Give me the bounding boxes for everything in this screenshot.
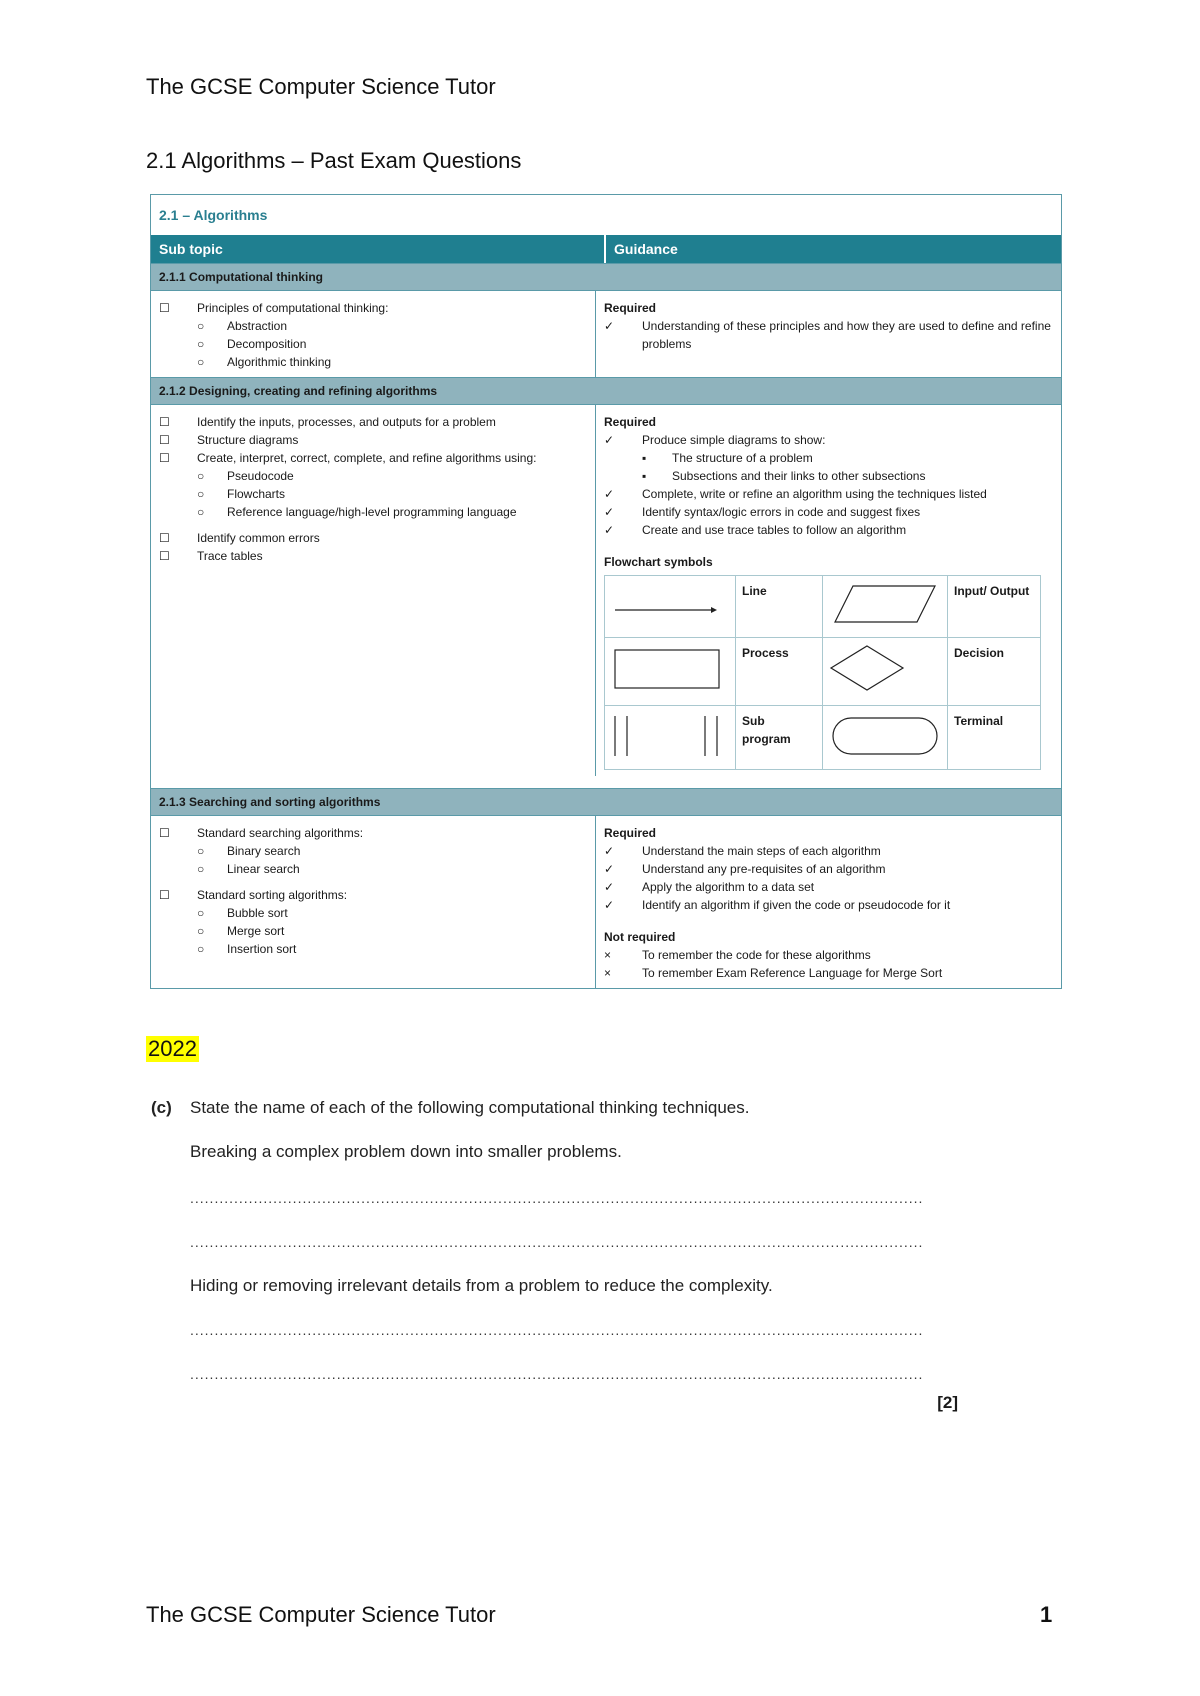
answer-line[interactable]: ...................................................................................................................................................... [190, 1322, 924, 1338]
section-title: 2.1.2 Designing, creating and refining algorithms [151, 377, 1061, 405]
checkbox-icon: ☐ [159, 826, 170, 840]
square-bullet-icon: ▪ [642, 451, 647, 465]
diamond-symbol [829, 644, 939, 694]
list-item: Pseudocode [227, 469, 294, 483]
checkbox-icon: ☐ [159, 888, 170, 902]
check-icon: ✓ [604, 433, 615, 447]
section-row [151, 405, 1061, 776]
list-item: Identify an algorithm if given the code or pseudocode for it [642, 898, 951, 912]
list-item: Identify the inputs, processes, and outputs for a problem [197, 415, 496, 429]
symbol-label: Terminal [948, 706, 1041, 770]
list-item: Principles of computational thinking: [197, 301, 389, 315]
spec-table [150, 194, 1062, 989]
list-item: Flowcharts [227, 487, 286, 501]
list-item: Binary search [227, 844, 301, 858]
list-item: Understanding of these principles and how they are used to define and refine problems [642, 319, 1051, 351]
section-title: 2.1.3 Searching and sorting algorithms [151, 788, 1061, 816]
list-item: Merge sort [227, 924, 285, 938]
required-label: Required [604, 415, 657, 429]
list-item: Reference language/high-level programming language [227, 505, 517, 519]
list-item: Understand any pre-requisites of an algorithm [642, 862, 886, 876]
subprogram-symbol [611, 712, 721, 758]
year-highlight: 2022 [148, 1036, 197, 1061]
bullet-icon: ○ [197, 337, 205, 351]
list-item: Abstraction [227, 319, 288, 333]
list-item: Trace tables [197, 549, 263, 563]
question-label: (c) [151, 1098, 172, 1117]
symbol-label: Decision [948, 638, 1041, 706]
question-prompt: Hiding or removing irrelevant details from a problem to reduce the complexity. [190, 1276, 773, 1295]
cross-icon: × [604, 948, 612, 962]
bullet-icon: ○ [197, 505, 205, 519]
list-item: Produce simple diagrams to show: [642, 433, 826, 447]
symbol-label: Line [736, 576, 823, 638]
list-item: Algorithmic thinking [227, 355, 332, 369]
list-item: Standard sorting algorithms: [197, 888, 348, 902]
spec-title: 2.1 – Algorithms [159, 207, 268, 223]
check-icon: ✓ [604, 487, 615, 501]
col-subtopic: Sub topic [151, 235, 606, 263]
col-guidance: Guidance [614, 241, 678, 257]
square-bullet-icon: ▪ [642, 469, 647, 483]
rectangle-symbol [611, 644, 721, 690]
list-item: The structure of a problem [672, 451, 813, 465]
answer-line[interactable]: ...................................................................................................................................................... [190, 1234, 924, 1250]
bullet-icon: ○ [197, 844, 205, 858]
list-item: Identify syntax/logic errors in code and suggest fixes [642, 505, 921, 519]
bullet-icon: ○ [197, 924, 205, 938]
list-item: To remember Exam Reference Language for Merge Sort [642, 966, 943, 980]
bullet-icon: ○ [197, 469, 205, 483]
list-item: Linear search [227, 862, 300, 876]
list-item: Create and use trace tables to follow an algorithm [642, 523, 907, 537]
page-number: 1 [1040, 1602, 1053, 1627]
flowchart-symbols-table [604, 575, 1041, 770]
not-required-label: Not required [604, 930, 676, 944]
checkbox-icon: ☐ [159, 415, 170, 429]
required-label: Required [604, 826, 657, 840]
symbol-label: Sub program [736, 706, 823, 770]
check-icon: ✓ [604, 319, 615, 333]
check-icon: ✓ [604, 844, 615, 858]
check-icon: ✓ [604, 898, 615, 912]
list-item: Apply the algorithm to a data set [642, 880, 815, 894]
check-icon: ✓ [604, 880, 615, 894]
question-text: State the name of each of the following computational thinking techniques. [190, 1098, 750, 1117]
list-item: To remember the code for these algorithms [642, 948, 871, 962]
answer-line[interactable]: ...................................................................................................................................................... [190, 1190, 924, 1206]
section-row [151, 291, 1061, 377]
list-item: Bubble sort [227, 906, 288, 920]
check-icon: ✓ [604, 505, 615, 519]
list-item: Complete, write or refine an algorithm using the techniques listed [642, 487, 987, 501]
checkbox-icon: ☐ [159, 531, 170, 545]
bullet-icon: ○ [197, 319, 205, 333]
section-row [151, 816, 1061, 988]
terminal-symbol [829, 712, 941, 758]
cross-icon: × [604, 966, 612, 980]
check-icon: ✓ [604, 523, 615, 537]
bullet-icon: ○ [197, 862, 205, 876]
symbol-label: Process [736, 638, 823, 706]
list-item: Understand the main steps of each algorithm [642, 844, 881, 858]
marks-label: [2] [937, 1393, 958, 1412]
checkbox-icon: ☐ [159, 549, 170, 563]
section-title: 2.1.1 Computational thinking [151, 263, 1061, 291]
bullet-icon: ○ [197, 942, 205, 956]
answer-line[interactable]: ...................................................................................................................................................... [190, 1366, 924, 1382]
checkbox-icon: ☐ [159, 301, 170, 315]
flowchart-title: Flowchart symbols [604, 555, 713, 569]
bullet-icon: ○ [197, 487, 205, 501]
page-title: 2.1 Algorithms – Past Exam Questions [146, 148, 522, 173]
required-label: Required [604, 301, 657, 315]
page-footer: The GCSE Computer Science Tutor [146, 1602, 496, 1627]
page-header: The GCSE Computer Science Tutor [146, 74, 496, 99]
checkbox-icon: ☐ [159, 451, 170, 465]
spec-header-row [151, 235, 1061, 263]
list-item: Structure diagrams [197, 433, 299, 447]
bullet-icon: ○ [197, 355, 205, 369]
bullet-icon: ○ [197, 906, 205, 920]
line-arrow-symbol [611, 582, 721, 622]
list-item: Insertion sort [227, 942, 297, 956]
symbol-label: Input/ Output [948, 576, 1041, 638]
list-item: Create, interpret, correct, complete, and refine algorithms using: [197, 451, 537, 465]
check-icon: ✓ [604, 862, 615, 876]
parallelogram-symbol [829, 582, 939, 626]
list-item: Decomposition [227, 337, 307, 351]
list-item: Subsections and their links to other subsections [672, 469, 926, 483]
list-item: Identify common errors [197, 531, 320, 545]
checkbox-icon: ☐ [159, 433, 170, 447]
list-item: Standard searching algorithms: [197, 826, 364, 840]
question-prompt: Breaking a complex problem down into smaller problems. [190, 1142, 622, 1161]
